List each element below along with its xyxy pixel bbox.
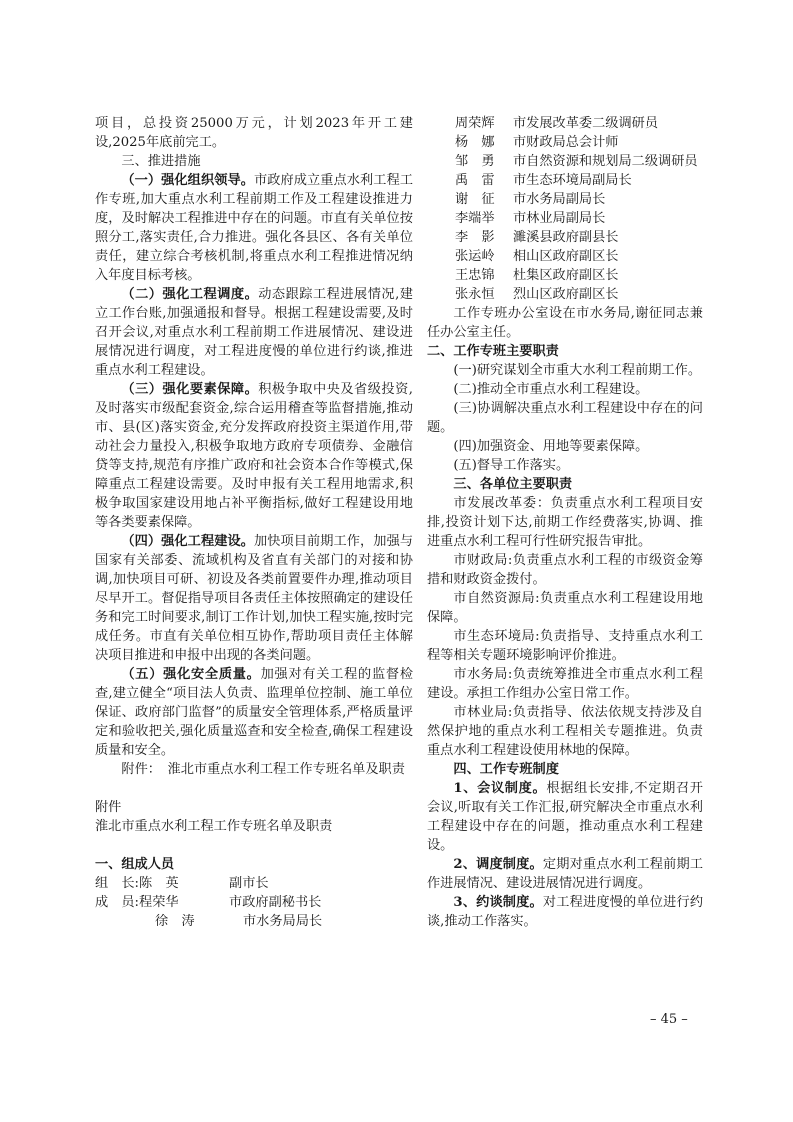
section-heading-measures: 三、推进措施 bbox=[121, 154, 201, 169]
attachment-note: 附件： 淮北市重点水利工程工作专班名单及职责 bbox=[121, 762, 405, 777]
right-column bbox=[427, 114, 703, 931]
leader-name: 陈 英 bbox=[139, 876, 179, 891]
member-1-name: 程荣华 bbox=[139, 895, 179, 910]
page-number: – 45 – bbox=[650, 1012, 688, 1027]
rule-1 bbox=[427, 779, 703, 855]
measure-3-lead: （三）强化要素保障。 bbox=[121, 382, 259, 397]
section-heading-units: 三、各单位主要职责 bbox=[453, 477, 573, 492]
measure-3-text: 积极争取中央及省级投资,及时落实市级配套资金,综合运用稽查等监督措施,推动市、县(区)落实资金,充分发挥政府投资主渠道作用,带动社会力量投入,积极争取地方政府专项债券、金融信贷等支持,规范有序推广政府和社会资本合作等模式,保障重点工程建设需要。及时申报有关工程用地需求,积极争取国家建设用地占补平衡指标,做好工程建设用地等各类要素保障。 bbox=[95, 382, 413, 530]
measure-4-text: 加快项目前期工作，加强与国家有关部委、流域机构及省直有关部门的对接和协调,加快项目可研、初设及各类前置要件办理,推动项目尽早开工。督促指导项目各责任主体按照确定的建设任务和完工时间要求,制订工作计划,加快工程实施,按时完成任务。市直有关单位相互协作,帮助项目责任主体解决项目推进和申报中出现的各类问题。 bbox=[95, 534, 414, 663]
duty-5: (五)督导工作落实。 bbox=[453, 458, 570, 473]
measure-1-lead: （一）强化组织领导。 bbox=[121, 173, 254, 188]
roster-item: 杨 娜 市财政局总会计师 bbox=[455, 135, 619, 150]
section-heading-duties: 二、工作专班主要职责 bbox=[427, 344, 559, 359]
duty-4: (四)加强资金、用地等要素保障。 bbox=[453, 439, 649, 454]
roster-item: 谢 征 市水务局副局长 bbox=[455, 192, 606, 207]
member-2-title: 市水务局局长 bbox=[243, 914, 323, 929]
unit-duty-forestry: 市林业局:负责指导、依法依规支持涉及自然保护地的重点水利工程相关专题推进。负责重点水利工程建设使用林地的保障。 bbox=[427, 705, 703, 758]
rule-1-lead: 1、会议制度。 bbox=[453, 781, 547, 796]
leader-row bbox=[95, 874, 413, 893]
roster-item: 张运岭 相山区政府副区长 bbox=[455, 249, 619, 264]
roster-item: 张永恒 烈山区政府副区长 bbox=[455, 287, 619, 302]
roster-item: 邹 勇 市自然资源和规划局二级调研员 bbox=[455, 154, 698, 169]
unit-duty-finance: 市财政局:负责重点水利工程的市级资金筹措和财政资金拨付。 bbox=[427, 553, 703, 587]
attachment-label: 附件 bbox=[95, 800, 122, 815]
duty-1: (一)研究谋划全市重大水利工程前期工作。 bbox=[453, 363, 702, 378]
roster-item: 禹 雷 市生态环境局副局长 bbox=[455, 173, 632, 188]
unit-duty-natural-resources: 市自然资源局:负责重点水利工程建设用地保障。 bbox=[427, 591, 703, 625]
unit-duty-ndrc: 市发展改革委：负责重点水利工程项目安排,投资计划下达,前期工作经费落实,协调、推进重点水利工程可行性研究报告审批。 bbox=[427, 496, 703, 549]
measure-2 bbox=[95, 285, 413, 380]
measure-4 bbox=[95, 532, 413, 665]
member-row bbox=[95, 893, 413, 912]
rule-2-text: 定期对重点水利工程前期工作进展情况、建设进展情况进行调度。 bbox=[427, 857, 704, 891]
unit-duty-ecology: 市生态环境局:负责指导、支持重点水利工程等相关专题环境影响评价推进。 bbox=[427, 629, 703, 663]
left-column bbox=[95, 114, 413, 931]
attachment-title: 淮北市重点水利工程工作专班名单及职责 bbox=[95, 819, 333, 834]
measure-5-lead: （五）强化安全质量。 bbox=[121, 667, 261, 682]
rule-1-text: 根据组长安排,不定期召开会议,听取有关工作汇报,研究解决全市重点水利工程建设中存在的问题，推动重点水利工程建设。 bbox=[427, 781, 703, 853]
measure-3 bbox=[95, 380, 413, 532]
section-heading-rules: 四、工作专班制度 bbox=[453, 762, 559, 777]
measure-2-lead: （二）强化工程调度。 bbox=[121, 287, 259, 302]
measure-1-text: 市政府成立重点水利工程工作专班,加大重点水利工程前期工作及工程建设推进力度，及时解决工程推进中存在的问题。市直有关单位按照分工,落实责任,合力推进。强化各县区、各有关单位责任，建立综合考核机制,将重点水利工程推进情况纳入年度目标考核。 bbox=[95, 173, 414, 283]
rule-2 bbox=[427, 855, 703, 893]
member-roster bbox=[427, 114, 703, 304]
rule-2-lead: 2、调度制度。 bbox=[453, 857, 543, 872]
paragraph-continuation: 项目，总投资25000万元，计划2023年开工建设,2025年底前完工。 bbox=[95, 116, 413, 150]
roster-item: 周荣辉 市发展改革委二级调研员 bbox=[455, 116, 659, 131]
duty-2: (二)推动全市重点水利工程建设。 bbox=[453, 382, 649, 397]
measure-4-lead: （四）强化工程建设。 bbox=[121, 534, 254, 549]
member-row-2 bbox=[95, 912, 413, 931]
measure-1 bbox=[95, 171, 413, 285]
office-note: 工作专班办公室设在市水务局,谢征同志兼任办公室主任。 bbox=[427, 306, 703, 340]
rule-3-text: 对工程进度慢的单位进行约谈,推动工作落实。 bbox=[427, 895, 704, 929]
member-2-name: 徐 涛 bbox=[155, 914, 195, 929]
measure-5-text: 加强对有关工程的监督检查,建立健全“项目法人负责、监理单位控制、施工单位保证、政府部门监督”的质量安全管理体系,严格质量评定和验收把关,强化质量巡查和安全检查,确保工程建设质量和安全。 bbox=[95, 667, 414, 758]
duty-3: (三)协调解决重点水利工程建设中存在的问题。 bbox=[427, 401, 703, 435]
measure-5 bbox=[95, 665, 413, 760]
roster-item: 王忠锦 杜集区政府副区长 bbox=[455, 268, 619, 283]
roster-item: 李端举 市林业局副局长 bbox=[455, 211, 606, 226]
rule-3-lead: 3、约谈制度。 bbox=[453, 895, 543, 910]
measure-2-text: 动态跟踪工程进展情况,建立工作台账,加强通报和督导。根据工程建设需要,及时召开会议,对重点水利工程前期工作进展情况、建设进展情况进行调度，对工程进度慢的单位进行约谈,推进重点水利工程建设。 bbox=[95, 287, 413, 378]
roster-item: 李 影 濉溪县政府副县长 bbox=[455, 230, 619, 245]
leader-role: 组 长: bbox=[95, 876, 140, 891]
section-heading-members: 一、组成人员 bbox=[95, 857, 175, 872]
rule-3 bbox=[427, 893, 703, 931]
member-role: 成 员: bbox=[95, 895, 140, 910]
leader-title: 副市长 bbox=[229, 876, 269, 891]
unit-duty-water: 市水务局:负责统筹推进全市重点水利工程建设。承担工作组办公室日常工作。 bbox=[427, 667, 703, 701]
member-1-title: 市政府副秘书长 bbox=[229, 895, 322, 910]
